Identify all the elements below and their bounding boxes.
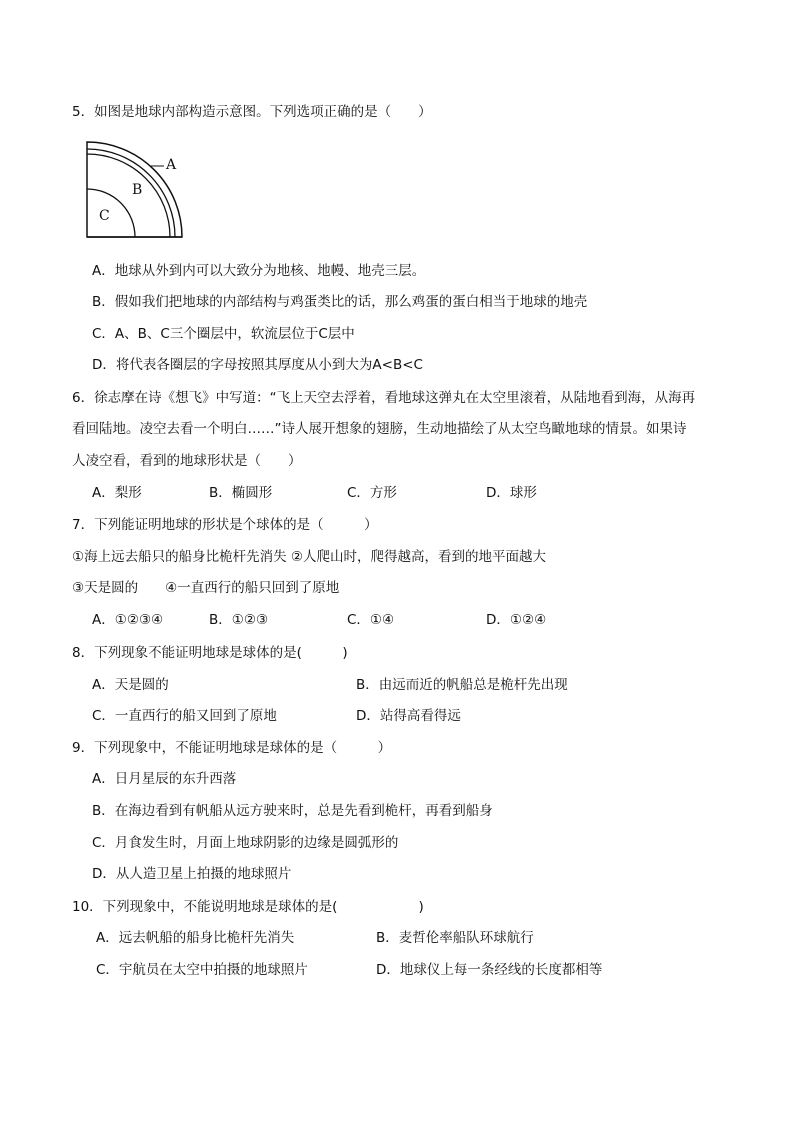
question-9-option-c: C．月食发生时，月面上地球阴影的边缘是圆弧形的 <box>92 835 399 851</box>
question-6-stem-line-1: 6．徐志摩在诗《想飞》中写道：“飞上天空去浮着，看地球这弹丸在太空里滚着，从陆地看到海，从海再 <box>72 390 696 406</box>
question-8-option-d: D．站得高看得远 <box>356 708 461 724</box>
question-7-statements-line-2: ③天是圆的 ④一直西行的船只回到了原地 <box>72 580 340 596</box>
question-9-stem: 9．下列现象中，不能证明地球是球体的是（ ） <box>72 740 392 756</box>
question-10-option-d: D．地球仪上每一条经线的长度都相等 <box>376 962 603 978</box>
question-7-stem: 7．下列能证明地球的形状是个球体的是（ ） <box>72 517 378 533</box>
question-5-option-c: C．A、B、C三个圈层中，软流层位于C层中 <box>92 326 355 342</box>
question-6-stem-line-2: 看回陆地。凌空去看一个明白……”诗人展开想象的翅膀，生动地描绘了从太空鸟瞰地球的情景。如果诗 <box>72 421 687 437</box>
earth-structure-diagram <box>84 140 188 240</box>
figure-label-a: A <box>166 157 177 173</box>
question-9-option-a: A．日月星辰的东升西落 <box>92 771 237 787</box>
question-6-option-b: B．椭圆形 <box>209 485 273 501</box>
question-7-option-c: C．①④ <box>347 612 395 628</box>
question-5-option-b: B．假如我们把地球的内部结构与鸡蛋类比的话，那么鸡蛋的蛋白相当于地球的地壳 <box>92 294 588 310</box>
question-6-stem-line-3: 人凌空看，看到的地球形状是（ ） <box>72 453 302 469</box>
question-8-option-c: C．一直西行的船又回到了原地 <box>92 708 277 724</box>
question-6-option-d: D．球形 <box>486 485 537 501</box>
question-7-option-d: D．①②④ <box>486 612 547 628</box>
question-9-option-d: D．从人造卫星上拍摄的地球照片 <box>92 866 292 882</box>
figure-label-c: C <box>99 208 110 224</box>
question-9-option-b: B．在海边看到有帆船从远方驶来时，总是先看到桅杆，再看到船身 <box>92 803 493 819</box>
question-10-stem: 10．下列现象中，不能说明地球是球体的是( ) <box>72 899 424 915</box>
question-5-option-a: A．地球从外到内可以大致分为地核、地幔、地壳三层。 <box>92 263 426 279</box>
figure-label-b: B <box>132 182 143 198</box>
question-6-option-c: C．方形 <box>347 485 397 501</box>
question-5-stem: 5．如图是地球内部构造示意图。下列选项正确的是（ ） <box>72 104 432 120</box>
question-7-statements-line-1: ①海上远去船只的船身比桅杆先消失 ②人爬山时，爬得越高，看到的地平面越大 <box>72 549 546 565</box>
question-10-option-a: A．远去帆船的船身比桅杆先消失 <box>96 930 295 946</box>
question-8-stem: 8．下列现象不能证明地球是球体的是( ) <box>72 645 348 661</box>
question-10-option-c: C．宇航员在太空中拍摄的地球照片 <box>96 962 308 978</box>
question-6-option-a: A．梨形 <box>92 485 142 501</box>
question-10-option-b: B．麦哲伦率船队环球航行 <box>376 930 534 946</box>
question-7-option-a: A．①②③④ <box>92 612 164 628</box>
question-5-option-d: D．将代表各圈层的字母按照其厚度从小到大为A<B<C <box>92 357 423 373</box>
question-7-option-b: B．①②③ <box>209 612 269 628</box>
question-8-option-b: B．由远而近的帆船总是桅杆先出现 <box>356 677 568 693</box>
question-8-option-a: A．天是圆的 <box>92 677 169 693</box>
